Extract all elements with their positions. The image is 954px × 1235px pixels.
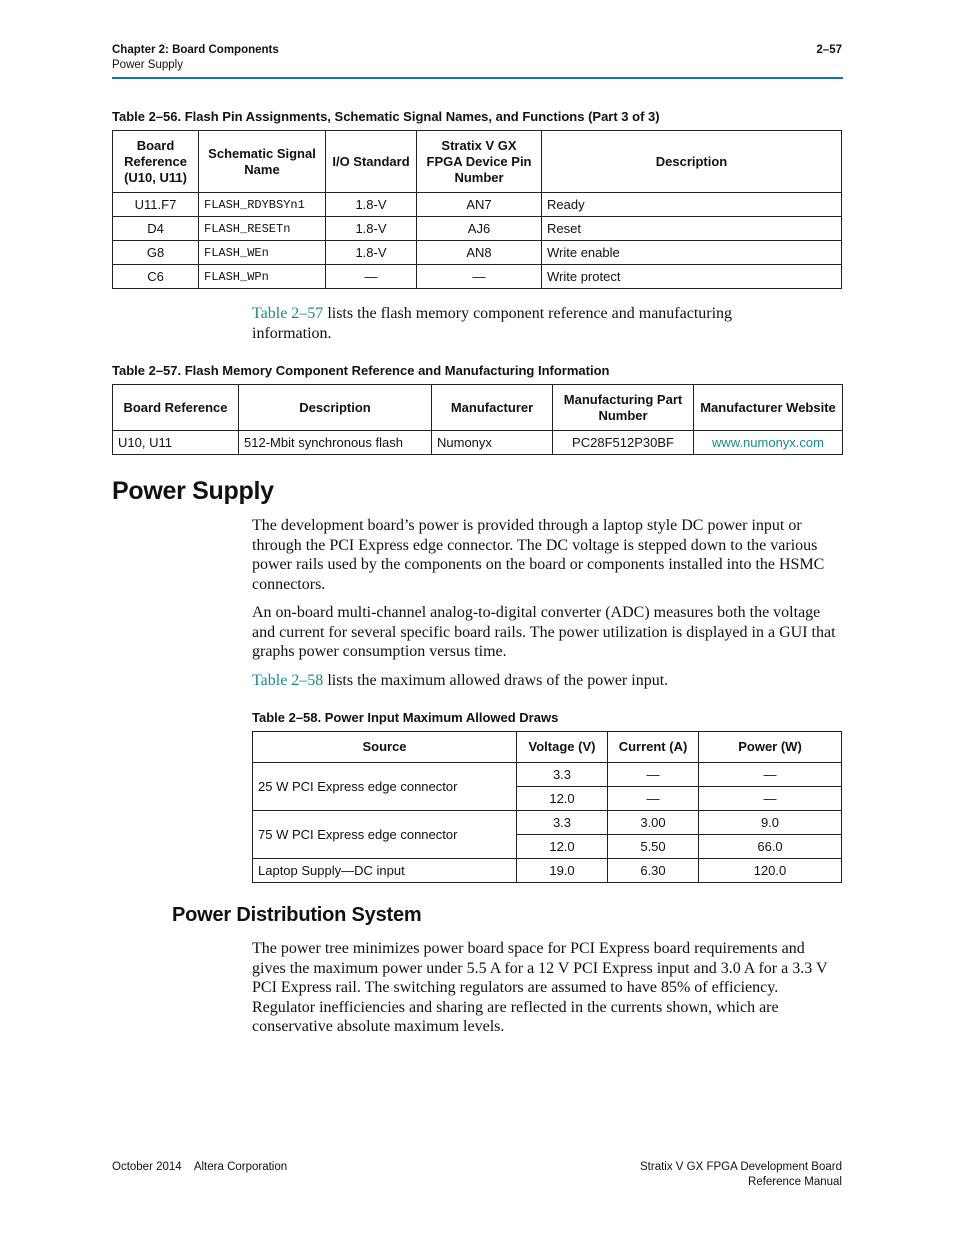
footer-doc-info <box>640 1160 842 1190</box>
footer-doc-title: Stratix V GX FPGA Development Board <box>640 1161 842 1173</box>
table-row <box>253 859 842 883</box>
table-cell: FLASH_WEn <box>199 241 326 265</box>
table-cell: PC28F512P30BF <box>553 431 694 455</box>
manufacturer-website-link[interactable]: www.numonyx.com <box>694 431 843 455</box>
table-row <box>253 763 842 787</box>
table57-header: Manufacturer Website <box>694 385 843 431</box>
table58 <box>252 731 842 883</box>
footer-doc-subtitle: Reference Manual <box>748 1176 842 1188</box>
table-cell: AN8 <box>417 241 542 265</box>
table-cell: FLASH_RESETn <box>199 217 326 241</box>
table-cell: 12.0 <box>517 787 608 811</box>
table-cell: 1.8-V <box>326 193 417 217</box>
table57-caption: Table 2–57. Flash Memory Component Reference and Manufacturing Information <box>112 363 610 378</box>
table-cell: — <box>699 763 842 787</box>
power-supply-paragraph-1: The development board’s power is provided through a laptop style DC power input or through the PCI Express edge connector. The DC voltage is stepped down to the various power rails used by the components on the board or components installed into the HSMC connectors. <box>252 517 825 593</box>
table-row <box>253 811 842 835</box>
table-cell: D4 <box>113 217 199 241</box>
table57-intro-paragraph <box>252 304 812 343</box>
table-row <box>113 193 842 217</box>
table58-header: Current (A) <box>608 732 699 763</box>
table-cell: Write enable <box>542 241 842 265</box>
table-row <box>113 217 842 241</box>
table56-header: Schematic Signal Name <box>199 131 326 193</box>
table58-header: Source <box>253 732 517 763</box>
table-cell: AN7 <box>417 193 542 217</box>
table-cell: AJ6 <box>417 217 542 241</box>
footer-date-company: October 2014 Altera Corporation <box>112 1161 288 1173</box>
table-cell: 5.50 <box>608 835 699 859</box>
power-distribution-heading: Power Distribution System <box>172 904 422 926</box>
table-cell: U10, U11 <box>113 431 239 455</box>
table58-caption: Table 2–58. Power Input Maximum Allowed Draws <box>252 710 559 725</box>
table57-header: Manufacturer <box>432 385 553 431</box>
power-supply-heading: Power Supply <box>112 477 274 505</box>
table-cell: G8 <box>113 241 199 265</box>
table-cell: 12.0 <box>517 835 608 859</box>
table-row <box>113 431 843 455</box>
table-cell: 3.3 <box>517 763 608 787</box>
table57-header: Board Reference <box>113 385 239 431</box>
table57-header-row <box>113 385 843 431</box>
section-title: Power Supply <box>112 59 183 71</box>
table-cell: — <box>608 763 699 787</box>
table56-header-row <box>113 131 842 193</box>
table56-header: Stratix V GX FPGA Device Pin Number <box>417 131 542 193</box>
running-header <box>112 43 279 73</box>
table-cell: Write protect <box>542 265 842 289</box>
table-cell: — <box>699 787 842 811</box>
table-cell: 3.3 <box>517 811 608 835</box>
table-cell: 120.0 <box>699 859 842 883</box>
table-cell: 9.0 <box>699 811 842 835</box>
table58-header: Voltage (V) <box>517 732 608 763</box>
power-supply-paragraph-3 <box>252 671 842 691</box>
table-cell: — <box>326 265 417 289</box>
table57-header: Description <box>239 385 432 431</box>
table-row <box>113 241 842 265</box>
table-cell: — <box>608 787 699 811</box>
table58-intro-text: lists the maximum allowed draws of the power input. <box>323 672 669 689</box>
table-cell: FLASH_WPn <box>199 265 326 289</box>
table58-header: Power (W) <box>699 732 842 763</box>
table57-header: Manufacturing Part Number <box>553 385 694 431</box>
table-cell: 1.8-V <box>326 241 417 265</box>
table-cell: Reset <box>542 217 842 241</box>
table57-link[interactable]: Table 2–57 <box>252 305 324 322</box>
table56-caption: Table 2–56. Flash Pin Assignments, Schematic Signal Names, and Functions (Part 3 of 3) <box>112 109 660 124</box>
chapter-title: Chapter 2: Board Components <box>112 44 279 56</box>
table-cell: — <box>417 265 542 289</box>
table-cell: FLASH_RDYBSYn1 <box>199 193 326 217</box>
table-cell: 512-Mbit synchronous flash <box>239 431 432 455</box>
table-cell: 3.00 <box>608 811 699 835</box>
table-cell-source: 75 W PCI Express edge connector <box>253 811 517 859</box>
table-cell: C6 <box>113 265 199 289</box>
table57-intro-text: lists the flash memory component reference and manufacturing information. <box>252 305 733 342</box>
table-cell: 6.30 <box>608 859 699 883</box>
table-cell: U11.F7 <box>113 193 199 217</box>
table-cell: Ready <box>542 193 842 217</box>
page-number: 2–57 <box>816 44 842 56</box>
table58-link[interactable]: Table 2–58 <box>252 672 324 689</box>
power-supply-paragraph-2: An on-board multi-channel analog-to-digital converter (ADC) measures both the voltage and current for several specific board rails. The power utilization is displayed in a GUI that graphs power consumption versus time. <box>252 604 836 660</box>
table56-header: I/O Standard <box>326 131 417 193</box>
table-cell: 66.0 <box>699 835 842 859</box>
table58-header-row <box>253 732 842 763</box>
table-cell: Numonyx <box>432 431 553 455</box>
table-cell-source: 25 W PCI Express edge connector <box>253 763 517 811</box>
table56-header: Description <box>542 131 842 193</box>
table56-header: Board Reference (U10, U11) <box>113 131 199 193</box>
header-rule <box>112 77 843 79</box>
table56 <box>112 130 842 289</box>
table57 <box>112 384 843 455</box>
table-row <box>113 265 842 289</box>
table-cell: 19.0 <box>517 859 608 883</box>
table-cell: 1.8-V <box>326 217 417 241</box>
power-distribution-paragraph: The power tree minimizes power board space for PCI Express board requirements and gives the maximum power under 5.5 A for a 12 V PCI Express input and 3.0 A for a 3.3 V PCI Express rail. The switching regulators are assumed to have 85% of efficiency. Regulator inefficiencies and sharing are reflected in the currents shown, which are conservative absolute maximum levels. <box>252 940 828 1035</box>
table-cell-source: Laptop Supply—DC input <box>253 859 517 883</box>
